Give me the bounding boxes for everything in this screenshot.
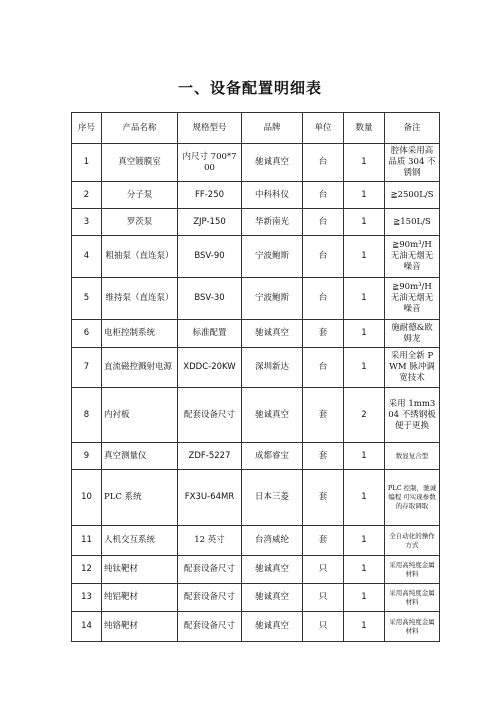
cell-note: ≧150L/S	[385, 209, 440, 236]
cell-unit: 只	[303, 556, 344, 584]
cell-note: 采用高纯度金属材料	[385, 556, 440, 584]
cell-brand: 驰诚真空	[242, 320, 303, 348]
table-row	[72, 612, 440, 642]
table-row	[72, 470, 440, 526]
cell-model: 配套设备尺寸	[178, 612, 242, 642]
cell-qty: 1	[344, 236, 385, 278]
table-row	[72, 320, 440, 348]
cell-name: 纯铝靶材	[102, 584, 178, 612]
cell-qty: 1	[344, 556, 385, 584]
cell-model: ZDF-5227	[178, 443, 242, 470]
header-brand: 品牌	[242, 113, 303, 144]
cell-brand: 驰诚真空	[242, 584, 303, 612]
cell-note: PLC 控制，驰诚编程 可实现参数的存取调取	[385, 470, 440, 526]
cell-no: 12	[72, 556, 102, 584]
cell-model: BSV-30	[178, 278, 242, 320]
cell-name: 人机交互系统	[102, 526, 178, 556]
cell-unit: 套	[303, 443, 344, 470]
cell-name: 粗抽泵（直连泵）	[102, 236, 178, 278]
table-row	[72, 443, 440, 470]
cell-no: 5	[72, 278, 102, 320]
table-row	[72, 278, 440, 320]
cell-unit: 台	[303, 182, 344, 209]
cell-note: 腔体采用高品质 304 不锈钢	[385, 144, 440, 182]
cell-unit: 只	[303, 612, 344, 642]
document-title: 一、设备配置明细表	[177, 79, 322, 97]
cell-qty: 1	[344, 278, 385, 320]
cell-qty: 1	[344, 526, 385, 556]
cell-brand: 中科科仪	[242, 182, 303, 209]
cell-note: 施耐德&欧姆龙	[385, 320, 440, 348]
table-row	[72, 182, 440, 209]
cell-unit: 台	[303, 278, 344, 320]
cell-brand: 华新南光	[242, 209, 303, 236]
cell-name: 罗茨泵	[102, 209, 178, 236]
cell-name: 真空测量仪	[102, 443, 178, 470]
cell-name: 纯钛靶材	[102, 556, 178, 584]
cell-brand: 深圳新达	[242, 348, 303, 388]
cell-model: FF-250	[178, 182, 242, 209]
header-qty: 数量	[344, 113, 385, 144]
table-row	[72, 584, 440, 612]
cell-name: 电柜控制系统	[102, 320, 178, 348]
cell-unit: 套	[303, 470, 344, 526]
cell-model: 内尺寸 700*700	[178, 144, 242, 182]
cell-model: XDDC-20KW	[178, 348, 242, 388]
cell-model: BSV-90	[178, 236, 242, 278]
cell-qty: 1	[344, 584, 385, 612]
cell-brand: 驰诚真空	[242, 388, 303, 443]
cell-no: 6	[72, 320, 102, 348]
cell-brand: 驰诚真空	[242, 144, 303, 182]
cell-no: 10	[72, 470, 102, 526]
cell-brand: 台湾威纶	[242, 526, 303, 556]
cell-qty: 1	[344, 209, 385, 236]
table-row	[72, 348, 440, 388]
cell-unit: 台	[303, 209, 344, 236]
cell-qty: 2	[344, 388, 385, 443]
cell-no: 11	[72, 526, 102, 556]
cell-note: 采用 1mm304 不绣钢板便于更换	[385, 388, 440, 443]
cell-qty: 1	[344, 443, 385, 470]
cell-note: 采用高纯度金属材料	[385, 612, 440, 642]
cell-name: PLC 系统	[102, 470, 178, 526]
cell-model: 标准配置	[178, 320, 242, 348]
header-no: 序号	[72, 113, 102, 144]
cell-qty: 1	[344, 612, 385, 642]
table-row	[72, 556, 440, 584]
cell-model: ZJP-150	[178, 209, 242, 236]
header-name: 产品名称	[102, 113, 178, 144]
header-unit: 单位	[303, 113, 344, 144]
cell-note: ≧90m³/H 无油无烟无噪音	[385, 278, 440, 320]
table-row	[72, 388, 440, 443]
cell-name: 分子泵	[102, 182, 178, 209]
cell-unit: 只	[303, 584, 344, 612]
table-row	[72, 526, 440, 556]
cell-note: 全自动化的操作方式	[385, 526, 440, 556]
header-model: 规格型号	[178, 113, 242, 144]
cell-name: 直流磁控溅射电源	[102, 348, 178, 388]
cell-model: FX3U-64MR	[178, 470, 242, 526]
cell-unit: 台	[303, 144, 344, 182]
cell-brand: 宁波鲍斯	[242, 236, 303, 278]
cell-name: 真空镀膜室	[102, 144, 178, 182]
cell-no: 13	[72, 584, 102, 612]
cell-no: 7	[72, 348, 102, 388]
cell-name: 维持泵（直连泵）	[102, 278, 178, 320]
cell-unit: 套	[303, 388, 344, 443]
equipment-table	[71, 112, 440, 642]
cell-qty: 1	[344, 144, 385, 182]
cell-no: 8	[72, 388, 102, 443]
cell-note: 采用全新 PWM 脉冲调宽技术	[385, 348, 440, 388]
cell-unit: 套	[303, 320, 344, 348]
table-row	[72, 209, 440, 236]
cell-no: 14	[72, 612, 102, 642]
cell-qty: 1	[344, 348, 385, 388]
cell-brand: 成都睿宝	[242, 443, 303, 470]
cell-model: 配套设备尺寸	[178, 388, 242, 443]
cell-no: 9	[72, 443, 102, 470]
cell-model: 配套设备尺寸	[178, 556, 242, 584]
cell-no: 3	[72, 209, 102, 236]
cell-qty: 1	[344, 182, 385, 209]
cell-brand: 驰诚真空	[242, 556, 303, 584]
table-row	[72, 144, 440, 182]
cell-brand: 日本三菱	[242, 470, 303, 526]
cell-brand: 驰诚真空	[242, 612, 303, 642]
cell-no: 4	[72, 236, 102, 278]
cell-qty: 1	[344, 470, 385, 526]
cell-note: ≧90m³/H 无油无烟无噪音	[385, 236, 440, 278]
cell-model: 配套设备尺寸	[178, 584, 242, 612]
cell-note: ≧2500L/S	[385, 182, 440, 209]
cell-qty: 1	[344, 320, 385, 348]
table-header-row	[72, 113, 440, 144]
cell-model: 12 英寸	[178, 526, 242, 556]
cell-unit: 套	[303, 526, 344, 556]
cell-no: 2	[72, 182, 102, 209]
header-note: 备注	[385, 113, 440, 144]
cell-name: 内衬板	[102, 388, 178, 443]
cell-unit: 台	[303, 348, 344, 388]
cell-no: 1	[72, 144, 102, 182]
cell-note: 数显复合型	[385, 443, 440, 470]
cell-name: 纯铬靶材	[102, 612, 178, 642]
cell-brand: 宁波鲍斯	[242, 278, 303, 320]
table-row	[72, 236, 440, 278]
cell-unit: 台	[303, 236, 344, 278]
cell-note: 采用高纯度金属材料	[385, 584, 440, 612]
